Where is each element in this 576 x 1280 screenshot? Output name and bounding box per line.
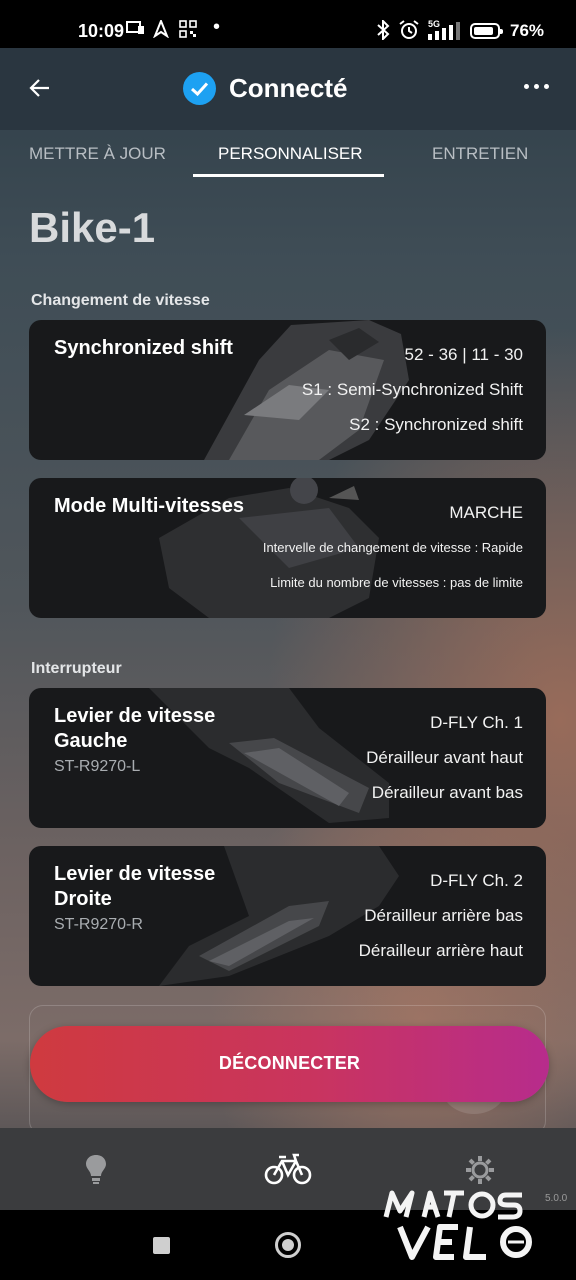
button-assignment-1: Dérailleur avant haut [366, 748, 523, 767]
shift-interval: Intervelle de changement de vitesse : Rapide [262, 540, 523, 555]
bike-name: Bike-1 [29, 204, 156, 251]
section-heading-switch: Interrupteur [31, 660, 122, 677]
app-version: 5.0.0 [545, 1193, 568, 1204]
button-assignment-1: Dérailleur arrière bas [364, 906, 523, 925]
disconnect-button[interactable] [30, 1026, 549, 1102]
tab-maintenance[interactable]: ENTRETIEN [432, 144, 529, 163]
cast-icon [126, 20, 146, 41]
lever-model: ST-R9270-L [54, 758, 141, 775]
lever-model: ST-R9270-R [54, 916, 143, 933]
matos-velo-watermark-logo [382, 1183, 562, 1263]
battery-percent: 76% [510, 21, 545, 40]
recent-apps-icon[interactable] [153, 1237, 170, 1254]
card-title: Levier de vitesse Gauche [54, 705, 216, 752]
home-icon[interactable] [275, 1232, 301, 1258]
button-assignment-2: Dérailleur avant bas [371, 783, 523, 802]
dfly-channel: D-FLY Ch. 1 [430, 713, 523, 732]
card-synchronized-shift[interactable] [29, 320, 546, 460]
card-right-lever[interactable] [29, 846, 546, 986]
active-tab-indicator [193, 174, 384, 177]
gear-limit: Limite du nombre de vitesses : pas de limite [270, 575, 523, 590]
card-title: Synchronized shift [54, 337, 233, 359]
connected-check-icon [183, 72, 216, 105]
lightbulb-icon[interactable] [84, 1153, 108, 1190]
notification-dot-icon: • [213, 16, 221, 38]
dfly-channel: D-FLY Ch. 2 [430, 871, 523, 890]
card-left-lever[interactable] [29, 688, 546, 828]
multi-shift-status: MARCHE [449, 503, 523, 522]
s2-mode: S2 : Synchronized shift [349, 415, 523, 434]
back-arrow-icon[interactable] [28, 76, 52, 105]
button-assignment-2: Dérailleur arrière haut [358, 941, 523, 960]
signal-icon [428, 20, 464, 47]
navigation-icon [153, 20, 169, 43]
qr-code-icon [179, 20, 197, 43]
card-multi-shift[interactable] [29, 478, 546, 618]
bluetooth-icon [376, 20, 390, 45]
gear-ratio: 52 - 36 | 11 - 30 [404, 345, 523, 364]
more-options-icon[interactable] [522, 84, 552, 92]
tab-bar [0, 130, 576, 178]
section-heading-shifting: Changement de vitesse [31, 292, 210, 309]
alarm-icon [398, 20, 420, 45]
status-bar [0, 0, 576, 48]
page-title: Connecté [229, 73, 348, 103]
app-bar [0, 48, 576, 130]
battery-icon [470, 23, 500, 39]
bike-icon[interactable] [264, 1152, 312, 1191]
s1-mode: S1 : Semi-Synchronized Shift [301, 380, 523, 399]
tab-update[interactable]: METTRE À JOUR [29, 144, 166, 163]
status-time: 10:09 [78, 21, 125, 41]
card-title: Levier de vitesse Droite [54, 863, 216, 910]
disconnect-label: DÉCONNECTER [218, 1053, 361, 1073]
tab-customize[interactable]: PERSONNALISER [218, 144, 363, 163]
network-type: 5G [428, 19, 441, 29]
card-title: Mode Multi-vitesses [54, 495, 245, 517]
